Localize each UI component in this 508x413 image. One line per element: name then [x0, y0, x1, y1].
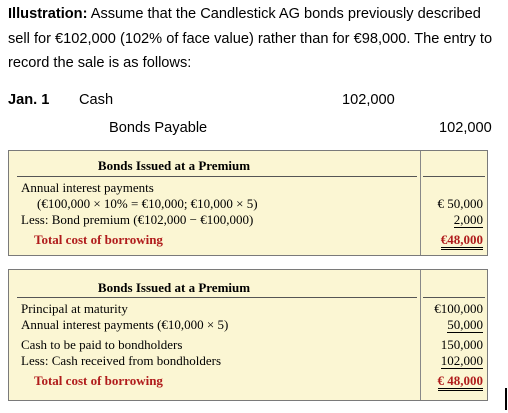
table-1-line: Less: Bond premium (€102,000 − €100,000)	[21, 212, 254, 227]
table-2-line: Principal at maturity	[21, 301, 128, 316]
text-cursor	[505, 388, 507, 410]
table-1-amount: € 50,000	[437, 196, 483, 211]
table-2-total-amount: € 48,000	[438, 373, 484, 391]
table-2-amount: 102,000	[440, 353, 483, 368]
entry-debit-account: Cash	[79, 92, 114, 108]
table-1-line: Annual interest payments	[21, 180, 154, 195]
premium-cost-table-2	[8, 269, 488, 401]
table-1-amount: 2,000	[453, 212, 483, 227]
table-1-title: Bonds Issued at a Premium	[97, 158, 251, 173]
entry-date: Jan. 1	[8, 92, 50, 108]
table-2-amount: 150,000	[440, 337, 483, 352]
title-rule	[17, 297, 417, 298]
table-1-line: (€100,000 × 10% = €10,000; €10,000 × 5)	[37, 196, 258, 211]
intro-paragraph	[8, 2, 504, 76]
table-2-line: Cash to be paid to bondholders	[21, 337, 183, 352]
table-2-title: Bonds Issued at a Premium	[97, 280, 251, 295]
intro-lead: Illustration:	[8, 6, 88, 22]
entry-debit-amount: 102,000	[342, 92, 395, 108]
table-2-amount: 50,000	[447, 317, 483, 332]
title-rule	[423, 176, 485, 177]
premium-cost-table-1	[8, 150, 488, 256]
table-2-line: Less: Cash received from bondholders	[21, 353, 222, 368]
table-1-total-amount: €48,000	[441, 232, 483, 250]
intro-text: Assume that the Candlestick AG bonds previously described sell for €102,000 (102% of face value) rather than for €98,000. The entry to record the sale is as follows:	[8, 6, 493, 71]
table-2-amount: €100,000	[434, 301, 483, 316]
entry-credit-account: Bonds Payable	[109, 120, 208, 136]
table-2-line: Annual interest payments (€10,000 × 5)	[21, 317, 229, 332]
title-rule	[423, 297, 485, 298]
table-2-total-label: Total cost of borrowing	[34, 373, 163, 388]
table-1-total-label: Total cost of borrowing	[34, 232, 163, 247]
entry-credit-amount: 102,000	[439, 120, 492, 136]
title-rule	[17, 176, 417, 177]
